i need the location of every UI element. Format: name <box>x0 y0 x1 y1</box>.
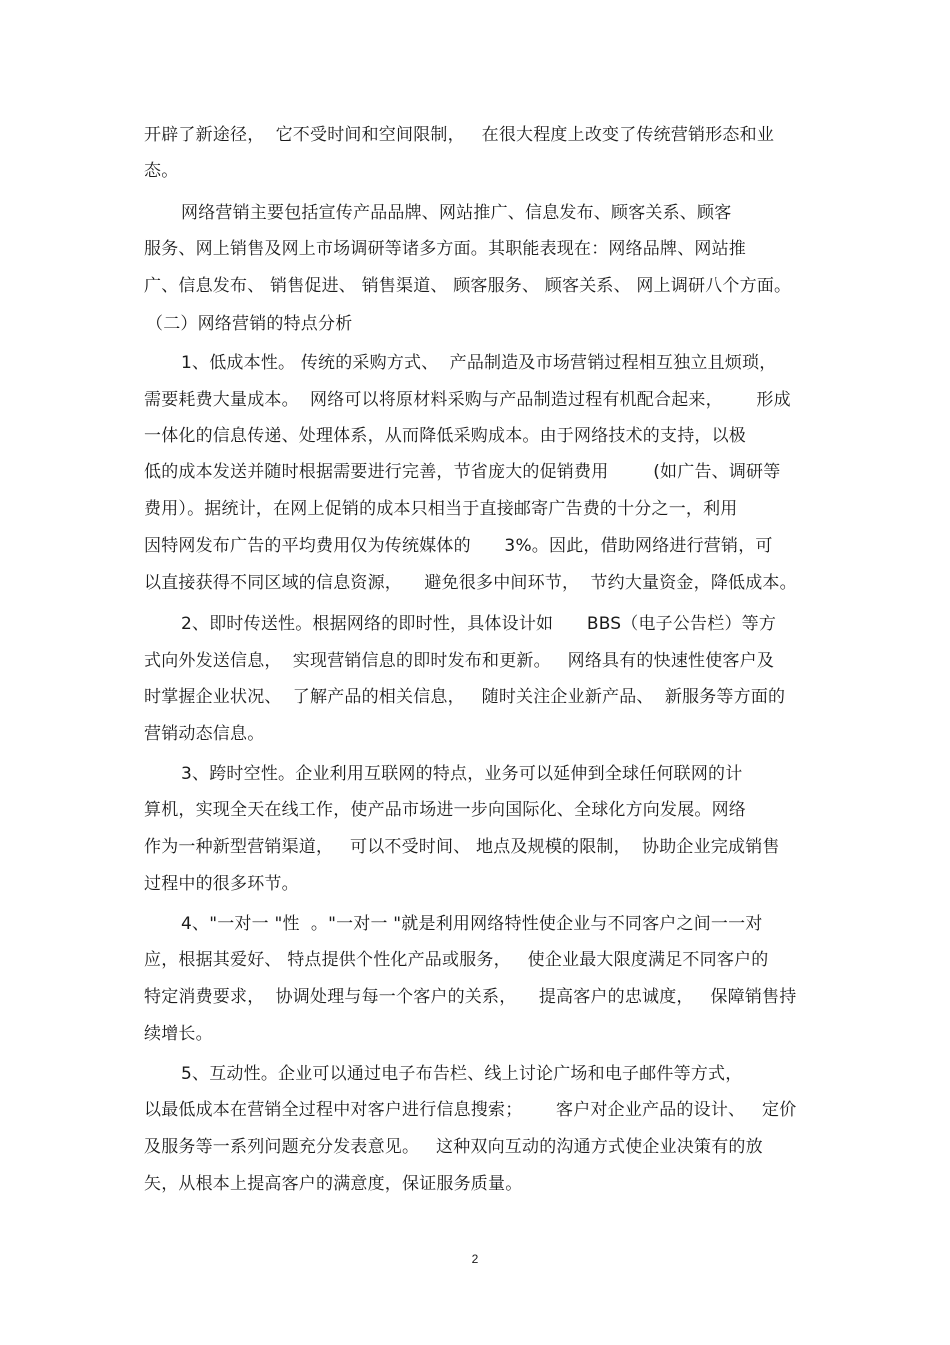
body-text-line: 3、跨时空性。企业利用互联网的特点，业务可以延伸到全球任何联网的计 <box>181 764 743 784</box>
body-text-line: 应，根据其爱好、 特点提供个性化产品或服务， 使企业最大限度满足不同客户的 <box>144 950 769 970</box>
body-text-line: 2、即时传送性。根据网络的即时性，具体设计如 BBS（电子公告栏）等方 <box>181 614 777 634</box>
body-text-line: 一体化的信息传递、处理体系，从而降低采购成本。由于网络技术的支持，以极 <box>144 426 746 446</box>
body-text-line: 以直接获得不同区域的信息资源， 避免很多中间环节， 节约大量资金，降低成本。 <box>144 573 797 593</box>
body-text-line: 作为一种新型营销渠道， 可以不受时间、 地点及规模的限制， 协助企业完成销售 <box>144 837 780 857</box>
body-text-line: 服务、网上销售及网上市场调研等诸多方面。其职能表现在：网络品牌、网站推 <box>144 239 746 259</box>
body-text-line: 时掌握企业状况、 了解产品的相关信息， 随时关注企业新产品、 新服务等方面的 <box>144 687 786 707</box>
body-text-line: 网络营销主要包括宣传产品品牌、网站推广、信息发布、顾客关系、顾客 <box>181 203 732 223</box>
body-text-line: 4、"一对一 "性 。"一对一 "就是利用网络特性使企业与不同客户之间一一对 <box>181 914 763 934</box>
body-text-line: 特定消费要求， 协调处理与每一个客户的关系， 提高客户的忠诚度， 保障销售持 <box>144 987 797 1007</box>
body-text-line: 开辟了新途径， 它不受时间和空间限制， 在很大程度上改变了传统营销形态和业 <box>144 125 775 145</box>
body-text-line: 算机，实现全天在线工作，使产品市场进一步向国际化、全球化方向发展。网络 <box>144 800 746 820</box>
page-number: 2 <box>471 1252 479 1266</box>
section-heading: （二）网络营销的特点分析 <box>146 314 353 334</box>
body-text-line: 以最低成本在营销全过程中对客户进行信息搜索； 客户对企业产品的设计、 定价 <box>144 1100 797 1120</box>
body-text-line: 态。 <box>144 161 179 181</box>
body-text-line: 因特网发布广告的平均费用仅为传统媒体的 3%。因此，借助网络进行营销，可 <box>144 536 773 556</box>
body-text-line: 低的成本发送并随时根据需要进行完善，节省庞大的促销费用 (如广告、调研等 <box>144 462 781 482</box>
body-text-line: 过程中的很多环节。 <box>144 874 299 894</box>
body-text-line: 营销动态信息。 <box>144 724 265 744</box>
body-text-line: 广、信息发布、 销售促进、 销售渠道、 顾客服务、 顾客关系、 网上调研八个方面。 <box>144 276 792 296</box>
body-text-line: 矢，从根本上提高客户的满意度，保证服务质量。 <box>144 1174 523 1194</box>
body-text-line: 式向外发送信息， 实现营销信息的即时发布和更新。 网络具有的快速性使客户及 <box>144 651 775 671</box>
body-text-line: 及服务等一系列问题充分发表意见。 这种双向互动的沟通方式使企业决策有的放 <box>144 1137 763 1157</box>
body-text-line: 5、互动性。企业可以通过电子布告栏、线上讨论广场和电子邮件等方式， <box>181 1064 743 1084</box>
body-text-line: 续增长。 <box>144 1024 213 1044</box>
body-text-line: 需要耗费大量成本。 网络可以将原材料采购与产品制造过程有机配合起来， 形成 <box>144 390 791 410</box>
body-text-line: 1、低成本性。 传统的采购方式、 产品制造及市场营销过程相互独立且烦琐， <box>181 353 777 373</box>
body-text-line: 费用）。据统计，在网上促销的成本只相当于直接邮寄广告费的十分之一，利用 <box>144 499 738 519</box>
